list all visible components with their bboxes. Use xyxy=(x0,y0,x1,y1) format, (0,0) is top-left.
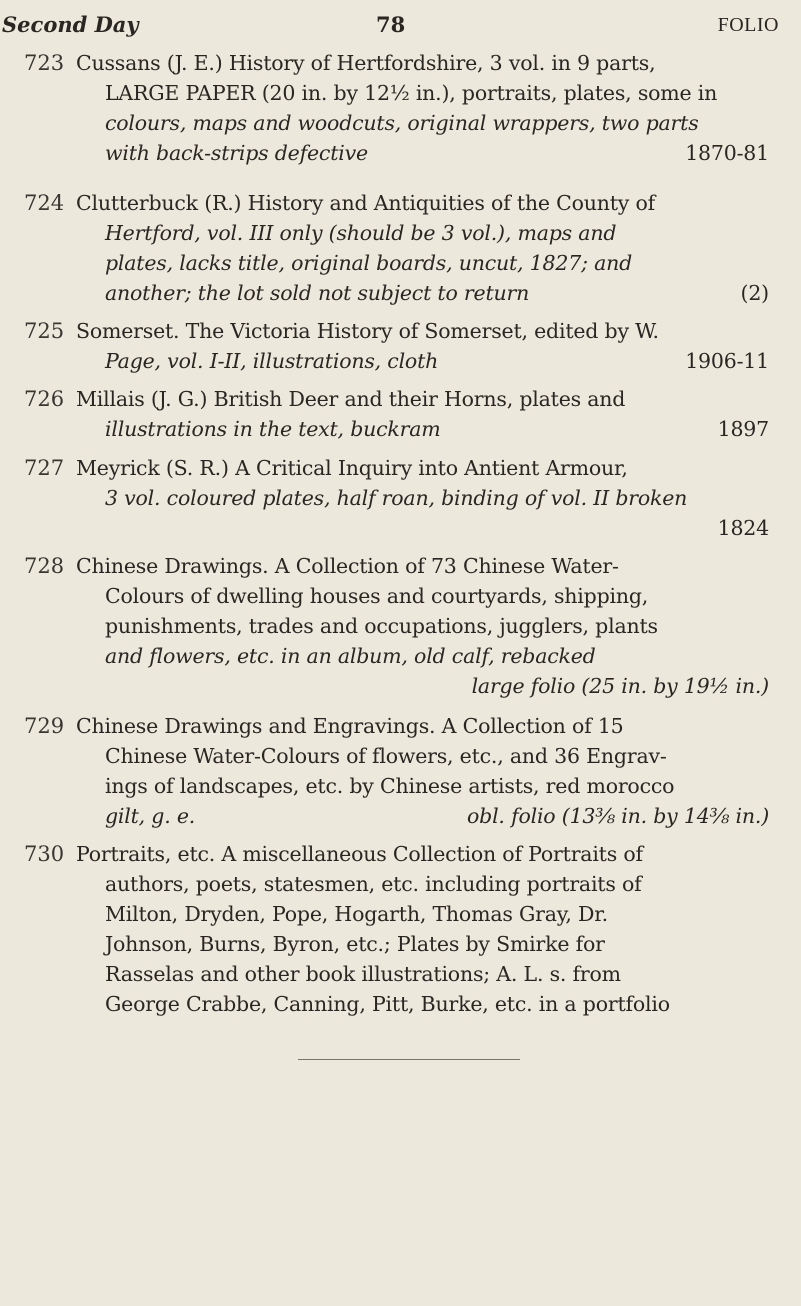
lot-line: Somerset. The Victoria History of Somerset, edited by W. xyxy=(76,319,659,343)
lot-line: Chinese Drawings. A Collection of 73 Chinese Water- xyxy=(76,554,619,578)
lot-number: 724 xyxy=(24,191,65,215)
lot-number: 728 xyxy=(24,554,65,578)
lot-description xyxy=(76,384,771,444)
lot-date: 1906-11 xyxy=(685,349,769,373)
lot-description xyxy=(76,48,771,168)
lot-line: Chinese Water-Colours of flowers, etc., and 36 Engrav- xyxy=(105,744,667,768)
lot-line: Meyrick (S. R.) A Critical Inquiry into Antient Armour, xyxy=(76,456,628,480)
lot-line: colours, maps and woodcuts, original wrappers, two parts xyxy=(105,111,699,135)
lot-line: and flowers, etc. in an album, old calf, rebacked xyxy=(105,644,596,668)
lot-date: 1870-81 xyxy=(685,141,769,165)
lot-line: ings of landscapes, etc. by Chinese artists, red morocco xyxy=(105,774,675,798)
lot-description xyxy=(76,711,771,831)
lot-number: 727 xyxy=(24,456,65,480)
lot-number: 729 xyxy=(24,714,65,738)
page-number: 78 xyxy=(376,12,406,37)
lot-line: 3 vol. coloured plates, half roan, binding of vol. II broken xyxy=(105,486,688,510)
lot-description xyxy=(76,551,771,701)
lot-description xyxy=(76,188,771,308)
lot-line: Clutterbuck (R.) History and Antiquities of the County of xyxy=(76,191,656,215)
lot-line: Millais (J. G.) British Deer and their Horns, plates and xyxy=(76,387,626,411)
lot-line: gilt, g. e. xyxy=(105,804,196,828)
lot-line: Chinese Drawings and Engravings. A Collection of 15 xyxy=(76,714,624,738)
lot-line: Johnson, Burns, Byron, etc.; Plates by Smirke for xyxy=(105,932,605,956)
lot-date: 1897 xyxy=(717,417,769,441)
lot-line: Cussans (J. E.) History of Hertfordshire, 3 vol. in 9 parts, xyxy=(76,51,656,75)
lot-line: LARGE PAPER (20 in. by 12½ in.), portraits, plates, some in xyxy=(105,81,718,105)
section-divider xyxy=(298,1059,520,1060)
lot-line: Hertford, vol. III only (should be 3 vol.), maps and xyxy=(105,221,617,245)
lot-line: Portraits, etc. A miscellaneous Collection of Portraits of xyxy=(76,842,643,866)
lot-number: 725 xyxy=(24,319,65,343)
page-header xyxy=(0,6,801,40)
lot-line: punishments, trades and occupations, jugglers, plants xyxy=(105,614,658,638)
lot-line: authors, poets, statesmen, etc. including portraits of xyxy=(105,872,642,896)
lot-line: another; the lot sold not subject to return xyxy=(105,281,530,305)
lot-line: Page, vol. I-II, illustrations, cloth xyxy=(105,349,439,373)
lot-line: Rasselas and other book illustrations; A. L. s. from xyxy=(105,962,621,986)
lot-line: Colours of dwelling houses and courtyards, shipping, xyxy=(105,584,649,608)
lot-size: large folio (25 in. by 19½ in.) xyxy=(471,674,769,698)
lot-line: with back-strips defective xyxy=(105,141,368,165)
lot-number: 730 xyxy=(24,842,65,866)
lot-number: 723 xyxy=(24,51,65,75)
lot-description xyxy=(76,839,771,1019)
lot-line: Milton, Dryden, Pope, Hogarth, Thomas Gray, Dr. xyxy=(105,902,608,926)
lot-line: George Crabbe, Canning, Pitt, Burke, etc. in a portfolio xyxy=(105,992,670,1016)
lot-quantity: (2) xyxy=(740,281,769,305)
lot-size: obl. folio (13⅜ in. by 14⅜ in.) xyxy=(467,804,769,828)
lot-line: plates, lacks title, original boards, uncut, 1827; and xyxy=(105,251,633,275)
format-label: FOLIO xyxy=(717,14,779,36)
lot-description xyxy=(76,453,771,543)
running-head: Second Day xyxy=(2,12,139,37)
lot-date: 1824 xyxy=(717,516,769,540)
lot-description xyxy=(76,316,771,376)
lot-number: 726 xyxy=(24,387,65,411)
lot-line: illustrations in the text, buckram xyxy=(105,417,441,441)
